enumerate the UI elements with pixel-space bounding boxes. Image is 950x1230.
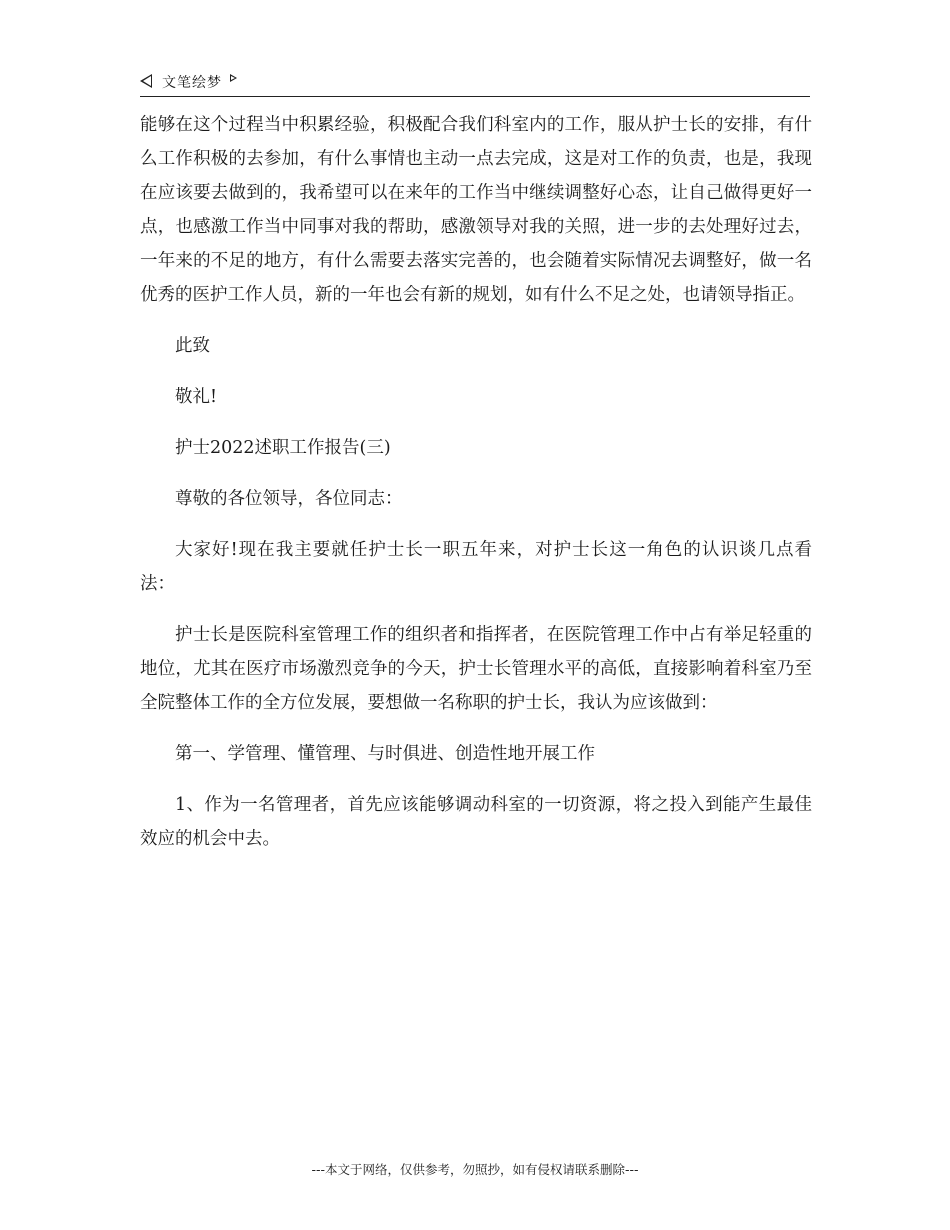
- closing-regards: 敬礼!: [175, 387, 218, 407]
- closing-salutation: 此致: [175, 336, 210, 356]
- paragraph-role: 护士长是医院科室管理工作的组织者和指挥者，在医院管理工作中占有举足轻重的地位，尤其在医疗市场激烈竞争的今天，护士长管理水平的高低，直接影响着科室乃至全院整体工作的全方位发展，要想做一名称职的护士长，我认为应该做到：: [140, 625, 812, 713]
- paragraph-continuation: 能够在这个过程当中积累经验，积极配合我们科室内的工作，服从护士长的安排，有什么工作积极的去参加，有什么事情也主动一点去完成，这是对工作的负责，也是，我现在应该要去做到的，我希望可以在来年的工作当中继续调整好心态，让自己做得更好一点，也感激工作当中同事对我的帮助，感激领导对我的关照，进一步的去处理好过去，一年来的不足的地方，有什么需要去落实完善的，也会随着实际情况去调整好，做一名优秀的医护工作人员，新的一年也会有新的规划，如有什么不足之处，也请领导指正。: [140, 115, 812, 305]
- paragraph-item-1: 1、作为一名管理者，首先应该能够调动科室的一切资源，将之投入到能产生最佳效应的机会中去。: [140, 795, 812, 849]
- footer-notice: ---本文于网络，仅供参考，勿照抄，如有侵权请联系删除---: [311, 1162, 639, 1177]
- triangle-left-icon: [140, 74, 152, 88]
- greeting: 尊敬的各位领导，各位同志：: [175, 489, 403, 509]
- heading-first-point: 第一、学管理、懂管理、与时俱进、创造性地开展工作: [175, 744, 595, 764]
- section-title: 护士2022述职工作报告(三): [175, 438, 391, 458]
- document-body: [140, 108, 812, 873]
- page-header: [140, 68, 810, 97]
- paragraph-intro: 大家好!现在我主要就任护士长一职五年来，对护士长这一角色的认识谈几点看法：: [140, 540, 812, 594]
- header-brand: 文笔绘梦: [162, 75, 222, 91]
- triangle-right-icon: [230, 74, 237, 82]
